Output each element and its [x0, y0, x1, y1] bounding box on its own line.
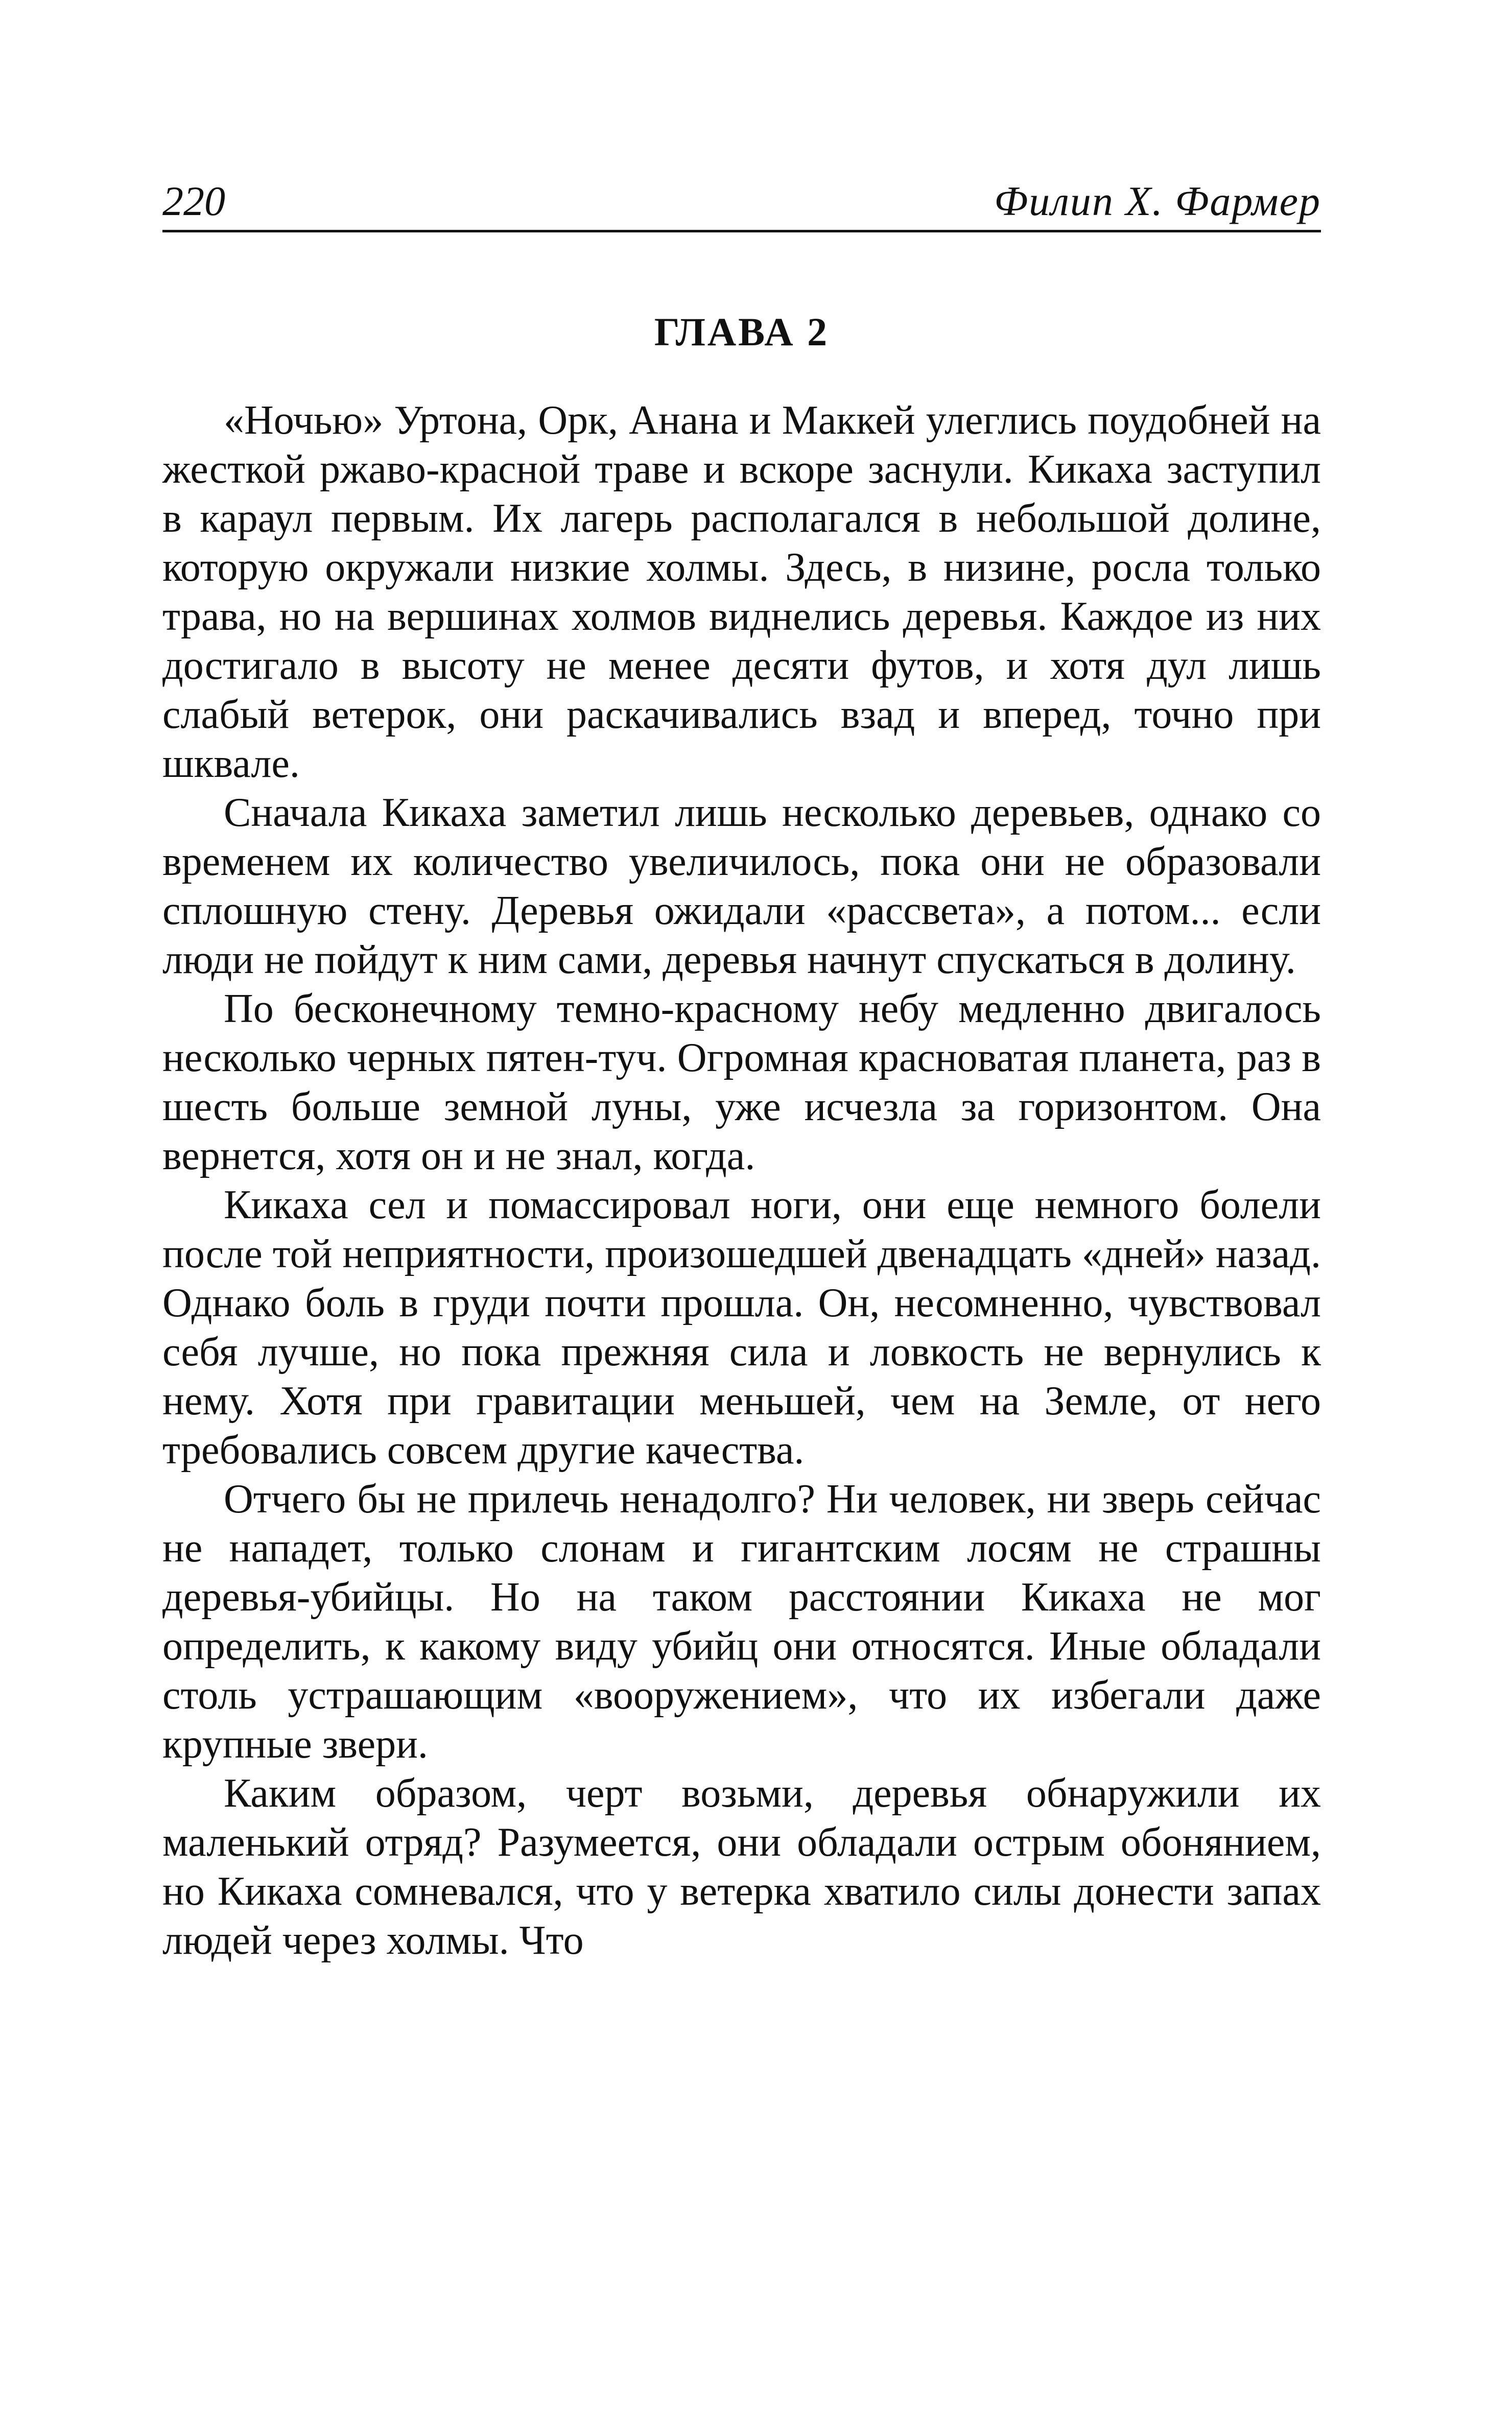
chapter-title: ГЛАВА 2	[654, 310, 830, 354]
body-text	[162, 396, 1321, 1965]
paragraph: По бесконечному темно-красному небу медленно двигалось несколько черных пятен-туч. Огромная красноватая планета, раз в шесть больше земной луны, уже исчезла за горизонтом. Она вернется, хотя он и не знал, когда.	[162, 986, 1321, 1178]
paragraph: «Ночью» Уртона, Орк, Анана и Маккей улеглись поудобней на жесткой ржаво-красной траве и вскоре заснули. Кикаха заступил в караул первым. Их лагерь располагался в небольшой долине, которую окружали низкие холмы. Здесь, в низине, росла только трава, но на вершинах холмов виднелись деревья. Каждое из них достигало в высоту не менее десяти футов, и хотя дул лишь слабый ветерок, они раскачивались взад и вперед, точно при шквале.	[162, 398, 1321, 786]
book-page	[162, 174, 1321, 1965]
paragraph: Сначала Кикаха заметил лишь несколько деревьев, однако со временем их количество увеличилось, пока они не образовали сплошную стену. Деревья ожидали «рассвета», а потом... если люди не пойдут к ним сами, деревья начнут спускаться в долину.	[162, 790, 1321, 982]
author-name: Филип Х. Фармер	[994, 178, 1321, 224]
paragraph: Отчего бы не прилечь ненадолго? Ни человек, ни зверь сейчас не нападет, только слонам и гигантским лосям не страшны деревья-убийцы. Но на таком расстоянии Кикаха не мог определить, к какому виду убийц они относятся. Иные обладали столь устрашающим «вооружением», что их избегали даже крупные звери.	[162, 1477, 1321, 1767]
paragraph: Кикаха сел и помассировал ноги, они еще немного болели после той неприятности, произошедшей двенадцать «дней» назад. Однако боль в груди почти прошла. Он, несомненно, чувствовал себя лучше, но пока прежняя сила и ловкость не вернулись к нему. Хотя при гравитации меньшей, чем на Земле, от него требовались совсем другие качества.	[162, 1182, 1321, 1473]
page-number: 220	[162, 178, 225, 224]
running-header	[162, 174, 1321, 232]
paragraph: Каким образом, черт возьми, деревья обнаружили их маленький отряд? Разумеется, они обладали острым обонянием, но Кикаха сомневался, что у ветерка хватило силы донести запах людей через холмы. Что	[162, 1771, 1321, 1963]
